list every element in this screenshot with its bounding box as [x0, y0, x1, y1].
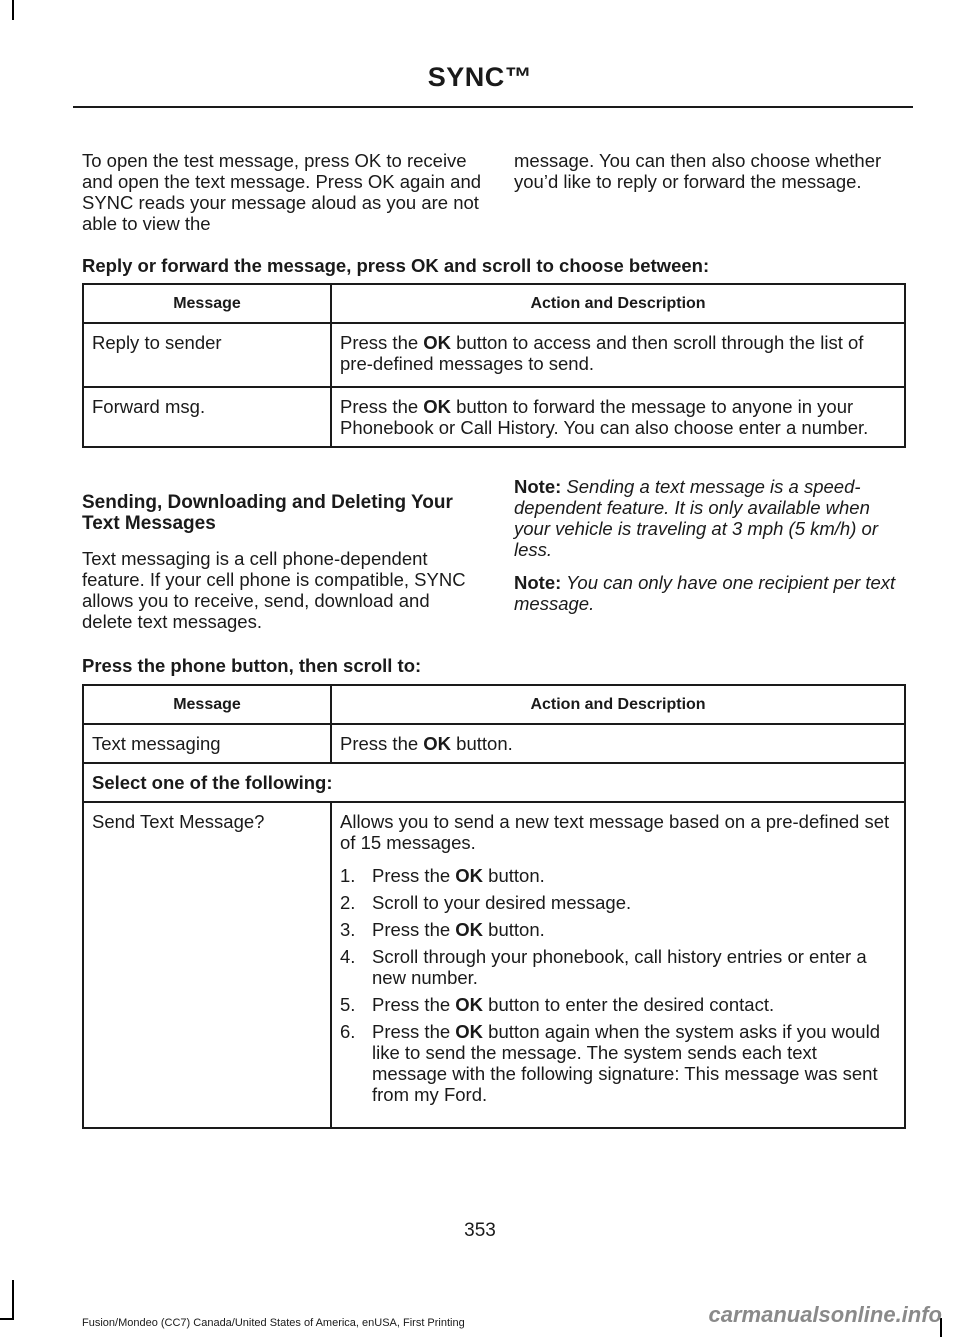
- step-number: 3.: [340, 919, 356, 940]
- step-number: 2.: [340, 892, 356, 913]
- page-number: 353: [464, 1220, 496, 1241]
- watermark: carmanualsonline.info: [708, 1302, 942, 1327]
- reply-heading: Reply or forward the message, press OK and scroll to choose between:: [82, 255, 710, 276]
- steps-list: [340, 865, 896, 1105]
- desc-text: Press the: [340, 733, 424, 754]
- row-description: [331, 802, 905, 1128]
- row-description: [331, 323, 905, 387]
- note-label: Note:: [514, 572, 562, 593]
- sending-right: [514, 476, 909, 626]
- section-heading: Sending, Downloading and Deleting Your Text Messages: [82, 492, 453, 534]
- col-header-action: Action and Description: [331, 685, 905, 724]
- table-row: [83, 724, 905, 763]
- ok-key: OK: [455, 865, 484, 886]
- desc-text: Allows you to send a new text message based on a pre-defined set of 15 messages.: [340, 811, 890, 853]
- ok-key: OK: [423, 733, 452, 754]
- reply-table: [82, 283, 906, 448]
- list-item: [340, 1021, 896, 1105]
- desc-text: Press the: [340, 332, 424, 353]
- page-title: SYNC™: [427, 62, 533, 92]
- note-text: You can only have one recipient per text message.: [514, 572, 896, 614]
- intro-right-text: message. You can then also choose whether you’d like to reply or forward the message.: [514, 150, 882, 192]
- table-span-row: [83, 763, 905, 802]
- note-1: [514, 476, 909, 560]
- note-label: Note:: [514, 476, 562, 497]
- step-number: 1.: [340, 865, 356, 886]
- list-item: [340, 994, 896, 1015]
- step-text: Press the: [372, 994, 456, 1015]
- list-item: [340, 865, 896, 886]
- step-number: 5.: [340, 994, 356, 1015]
- table-header-row: [83, 685, 905, 724]
- intro-right: [514, 150, 909, 204]
- row-message: Reply to sender: [83, 323, 331, 387]
- desc-text: Press the: [340, 396, 424, 417]
- desc-text: button to access and then scroll through the list of pre-defined messages to send.: [340, 332, 864, 374]
- sending-body: Text messaging is a cell phone-dependent feature. If your cell phone is compatible, SYNC allows you to receive, send, download and delete text messages.: [82, 548, 466, 632]
- list-item: [340, 919, 896, 940]
- step-text: Press the: [372, 865, 456, 886]
- step-text: button.: [483, 865, 545, 886]
- table-row: [83, 387, 905, 447]
- crop-mark-bottom-left: [12, 1280, 14, 1320]
- step-text: Press the: [372, 1021, 456, 1042]
- row-message: Text messaging: [83, 724, 331, 763]
- step-text: button.: [483, 919, 545, 940]
- note-text: Sending a text message is a speed-dependent feature. It is only available when your vehicle is traveling at 3 mph (5 km/h) or less.: [514, 476, 878, 560]
- step-text: Scroll through your phonebook, call history entries or enter a new number.: [372, 946, 867, 988]
- list-item: [340, 946, 896, 988]
- phone-heading: Press the phone button, then scroll to:: [82, 655, 422, 676]
- step-text: Scroll to your desired message.: [372, 892, 632, 913]
- step-text: Press the: [372, 919, 456, 940]
- intro-left: [82, 150, 482, 246]
- list-item: [340, 892, 896, 913]
- row-message: Forward msg.: [83, 387, 331, 447]
- ok-key: OK: [455, 1021, 484, 1042]
- row-description: [331, 387, 905, 447]
- col-header-action: Action and Description: [331, 284, 905, 323]
- table-row: [83, 323, 905, 387]
- row-description: [331, 724, 905, 763]
- step-number: 6.: [340, 1021, 356, 1042]
- step-text: button again when the system asks if you would like to send the message. The system sends each text message with the following signature: This message was sent from my Ford.: [372, 1021, 880, 1105]
- note-2: [514, 572, 909, 614]
- footer-text: Fusion/Mondeo (CC7) Canada/United States of America, enUSA, First Printing: [82, 1317, 465, 1329]
- desc-text: button.: [451, 733, 513, 754]
- col-header-message: Message: [83, 284, 331, 323]
- header-divider: [73, 106, 913, 108]
- crop-mark-bottom-left-h: [0, 1318, 14, 1320]
- intro-left-text: To open the test message, press OK to receive and open the text message. Press OK again and SYNC reads your message aloud as you are not able to view the: [82, 150, 482, 234]
- table-header-row: [83, 284, 905, 323]
- select-one-label: Select one of the following:: [83, 763, 905, 802]
- crop-mark-top-left: [12, 0, 14, 20]
- desc-text: button to forward the message to anyone in your Phonebook or Call History. You can also choose enter a number.: [340, 396, 869, 438]
- row-message: Send Text Message?: [83, 802, 331, 1128]
- table-row: [83, 802, 905, 1128]
- ok-key: OK: [455, 994, 484, 1015]
- ok-key: OK: [455, 919, 484, 940]
- col-header-message: Message: [83, 685, 331, 724]
- ok-key: OK: [423, 332, 452, 353]
- ok-key: OK: [423, 396, 452, 417]
- step-number: 4.: [340, 946, 356, 967]
- sending-left: [82, 492, 482, 644]
- step-text: button to enter the desired contact.: [483, 994, 775, 1015]
- text-message-table: [82, 684, 906, 1129]
